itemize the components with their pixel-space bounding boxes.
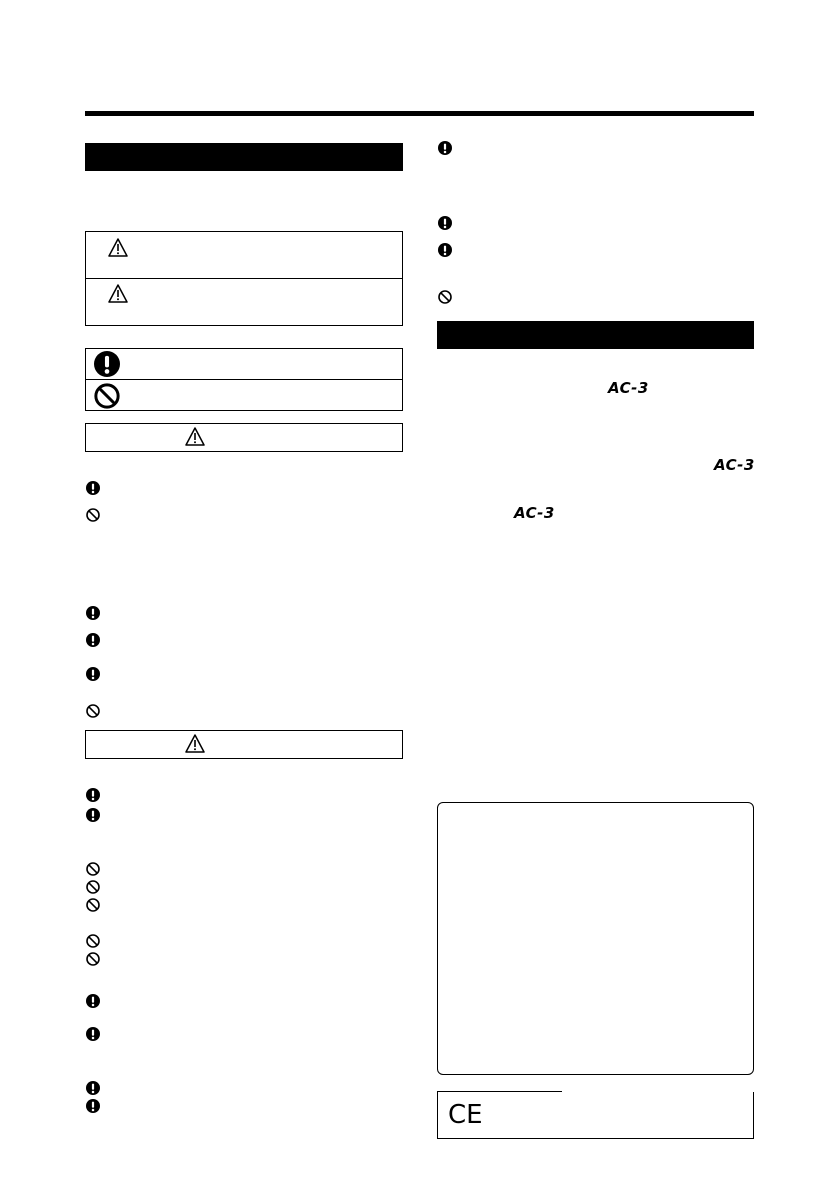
warning-triangle-icon	[185, 427, 205, 447]
prohibition-icon	[86, 934, 100, 948]
ce-mark-icon: CE	[448, 1100, 483, 1130]
exclamation-circle-icon	[86, 994, 100, 1008]
ac3-logo: AC-3	[608, 379, 649, 397]
legend-divider	[86, 278, 402, 279]
exclamation-circle-icon	[86, 633, 100, 647]
exclamation-circle-icon	[94, 351, 120, 377]
exclamation-circle-icon	[86, 808, 100, 822]
prohibition-icon	[86, 508, 100, 522]
warning-triangle-icon	[185, 734, 205, 754]
exclamation-circle-icon	[86, 606, 100, 620]
ac3-logo: AC-3	[714, 456, 755, 474]
legend-divider	[86, 379, 402, 380]
prohibition-icon	[94, 383, 120, 409]
section-header-bar-right	[437, 321, 754, 349]
exclamation-circle-icon	[86, 1081, 100, 1095]
prohibition-icon	[86, 898, 100, 912]
warning-triangle-icon	[108, 284, 128, 304]
symbol-legend-box	[85, 348, 403, 411]
caution-heading-box	[85, 730, 403, 759]
exclamation-circle-icon	[86, 1099, 100, 1113]
ce-box	[437, 1091, 754, 1139]
warning-legend-box	[85, 231, 403, 326]
exclamation-circle-icon	[438, 243, 452, 257]
warning-heading-box	[85, 423, 403, 452]
exclamation-circle-icon	[86, 1027, 100, 1041]
exclamation-circle-icon	[86, 667, 100, 681]
exclamation-circle-icon	[438, 216, 452, 230]
ce-box-tab-notch	[562, 1091, 755, 1092]
ac3-logo: AC-3	[514, 504, 555, 522]
prohibition-icon	[86, 952, 100, 966]
prohibition-icon	[86, 880, 100, 894]
exclamation-circle-icon	[438, 141, 452, 155]
notice-box	[437, 802, 754, 1075]
warning-triangle-icon	[108, 238, 128, 258]
header-rule	[85, 111, 754, 116]
exclamation-circle-icon	[86, 788, 100, 802]
prohibition-icon	[86, 704, 100, 718]
section-header-bar-left	[85, 143, 403, 171]
exclamation-circle-icon	[86, 481, 100, 495]
prohibition-icon	[438, 290, 452, 304]
prohibition-icon	[86, 862, 100, 876]
